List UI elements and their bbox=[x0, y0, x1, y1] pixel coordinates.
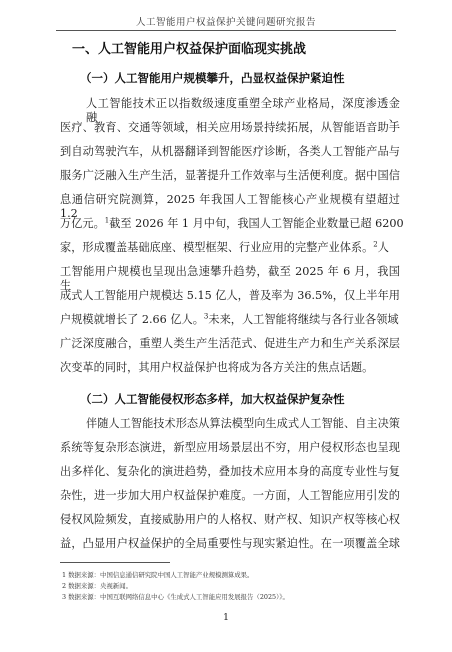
running-header: 人工智能用户权益保护关键问题研究报告 bbox=[135, 17, 316, 28]
paragraph-line: 杂性，进一步加大用户权益保护难度。一方面，人工智能应用引发的 bbox=[60, 489, 400, 502]
paragraph-line: 出多样化、复杂化的演进趋势，叠加技术应用本身的高度专业性与复 bbox=[60, 465, 400, 478]
paragraph-line bbox=[60, 241, 400, 255]
paragraph-line: 人工智能技术正以指数级速度重塑全球产业格局，深度渗透金融、 bbox=[86, 97, 400, 124]
paragraph-line: 到自动驾驶汽车，从机器翻译到智能医疗诊断，各类人工智能产品与 bbox=[60, 145, 400, 158]
line-text: 未来，人工智能将继续与各行业各领域 bbox=[208, 313, 399, 326]
section-title: 一、人工智能用户权益保护面临现实挑战 bbox=[72, 42, 307, 57]
paragraph-line: 医疗、教育、交通等领域，相关应用场景持续拓展，从智能语音助手 bbox=[60, 121, 400, 134]
paragraph-line: 广泛深度融合，重塑人类生产生活范式、促进生产力和生产关系深层 bbox=[60, 337, 400, 350]
subsection-title-1: （一）人工智能用户规模攀升，凸显权益保护紧迫性 bbox=[80, 71, 345, 85]
page-number: 1 bbox=[222, 612, 230, 623]
subsection-title-2: （二）人工智能侵权形态多样，加大权益保护复杂性 bbox=[80, 392, 345, 406]
footnote-marker: 2 bbox=[373, 240, 378, 249]
paragraph-line: 次变革的同时，其用户权益保护也将成为各方关注的焦点话题。 bbox=[60, 361, 374, 374]
paragraph-line: 成式人工智能用户规模达 5.15 亿人，普及率为 36.5%，仅上半年用 bbox=[60, 289, 400, 302]
footnote-marker: 3 bbox=[203, 312, 209, 321]
paragraph-line: 系统等复杂形态演进，新型应用场景层出不穷，用户侵权形态也呈现 bbox=[60, 441, 400, 454]
paragraph-line: 服务广泛融入生产生活，显著提升工作效率与生活便利度。据中国信 bbox=[60, 169, 400, 182]
footnote-2: 2 数据来源：央视新闻。 bbox=[62, 582, 133, 590]
header-rule bbox=[56, 30, 396, 31]
line-text: 人 bbox=[377, 241, 389, 254]
footnote-1: 1 数据来源：中国信息通信研究院中国人工智能产业规模测算成果。 bbox=[62, 571, 254, 579]
paragraph-line: 伴随人工智能技术形态从算法模型向生成式人工智能、自主决策 bbox=[86, 417, 400, 430]
paragraph-line bbox=[60, 313, 400, 327]
line-text: 家，形成覆盖基础底座、模型框架、行业应用的完整产业体系。 bbox=[60, 241, 374, 254]
paragraph-line: 工智能用户规模也呈现出急速攀升趋势，截至 2025 年 6 月，我国生 bbox=[60, 265, 400, 292]
line-text: 户规模就增长了 2.66 亿人。 bbox=[60, 313, 204, 326]
footnote-marker: 1 bbox=[104, 216, 110, 225]
line-text: 截至 2026 年 1 月中旬，我国人工智能企业数量已超 6200 bbox=[109, 217, 404, 230]
line-text: 万亿元。 bbox=[60, 217, 105, 230]
paragraph-line: 益，凸显用户权益保护的全局重要性与现实紧迫性。在一项覆盖全球 bbox=[60, 537, 400, 550]
paragraph-line: 息通信研究院测算，2025 年我国人工智能核心产业规模有望超过 1.2 bbox=[60, 193, 400, 220]
paragraph-line bbox=[60, 216, 404, 231]
paragraph-line: 侵权风险频发，直接威胁用户的人格权、财产权、知识产权等核心权 bbox=[60, 513, 400, 526]
footnote-3: 3 数据来源：中国互联网络信息中心《生成式人工智能应用发展报告（2025）》。 bbox=[62, 593, 289, 601]
footnote-rule bbox=[60, 562, 170, 563]
